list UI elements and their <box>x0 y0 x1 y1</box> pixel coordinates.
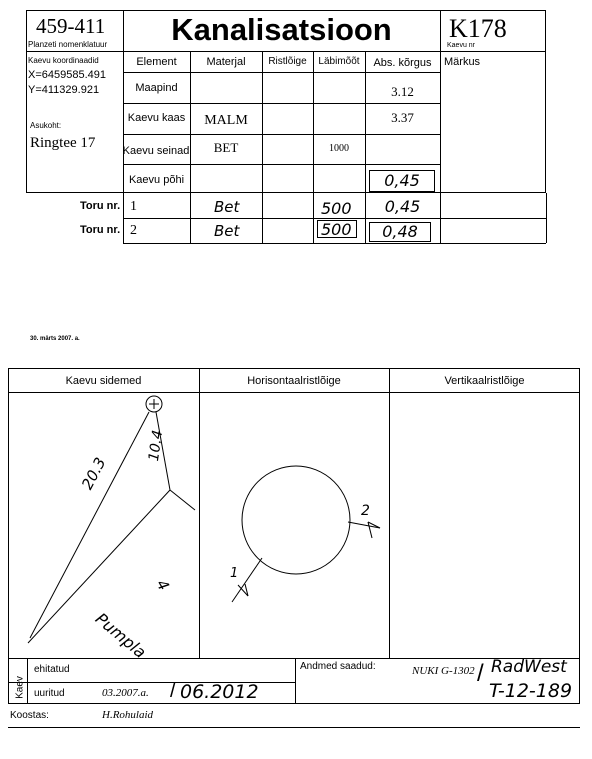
well-number-label: Kaevu nr <box>447 42 476 49</box>
coordinates-label: Kaevu koordinaadid <box>28 56 99 65</box>
pipe-diameter: 500 <box>321 220 352 239</box>
row-height: 3.37 <box>391 110 414 125</box>
well-number: K178 <box>449 14 507 43</box>
row-material: BET <box>213 140 239 155</box>
row-element: Maapind <box>135 82 178 94</box>
data-hand: RadWest <box>491 657 567 677</box>
section-left-title: Kaevu sidemed <box>65 375 142 387</box>
pump-label: Pumpla <box>91 609 150 662</box>
pipe-label: Toru nr. <box>80 224 121 236</box>
kaev-label: Kaev <box>14 676 26 699</box>
pipe-number: 1 <box>130 199 137 214</box>
nomenclature-code: 459-411 <box>36 14 106 38</box>
coordinate-x: X=6459585.491 <box>28 69 106 81</box>
location-value: Ringtee 17 <box>30 135 96 151</box>
page-title: Kanalisatsioon <box>171 12 392 47</box>
pipe-material: Bet <box>214 198 240 216</box>
row-material: MALM <box>204 113 248 128</box>
row-element: Kaevu kaas <box>127 112 186 124</box>
surveyed-label: uuritud <box>34 688 65 699</box>
col-height: Abs. kõrgus <box>373 57 432 69</box>
dim-long: 20.3 <box>78 454 110 493</box>
data-hand-2: T-12-189 <box>489 680 573 702</box>
pump-number: 4 <box>152 576 173 594</box>
pipe2-label: 2 <box>361 503 370 519</box>
manhole-circle <box>242 466 350 574</box>
section-middle-title: Horisontaalristlõige <box>247 375 341 387</box>
slash-mark: / <box>477 660 484 687</box>
col-material: Materjal <box>206 56 246 68</box>
row-element: Kaevu põhi <box>128 174 185 186</box>
col-diameter: Läbimõõt <box>318 56 360 67</box>
built-label: ehitatud <box>34 664 70 675</box>
pipe-height: 0,48 <box>382 222 418 241</box>
row-height-hand: 0,45 <box>384 171 420 190</box>
row-diameter: 1000 <box>329 143 349 154</box>
col-element: Element <box>136 56 177 68</box>
line-long <box>30 412 149 638</box>
row-height: 3.12 <box>391 84 414 99</box>
pipe-material: Bet <box>214 222 240 240</box>
pipe-number: 2 <box>130 223 137 238</box>
slash-mark: / <box>170 680 176 702</box>
row-element: Kaevu seinad <box>122 145 190 157</box>
compiled-label: Koostas: <box>10 710 49 721</box>
compiled-value: H.Rohulaid <box>102 709 154 721</box>
pipe-height: 0,45 <box>384 197 421 216</box>
pipe-diameter: 500 <box>321 199 352 218</box>
location-label: Asukoht: <box>30 121 62 130</box>
dim-short: 10.4 <box>146 429 167 463</box>
nomenclature-label: Planzeti nomenklatuur <box>28 40 108 49</box>
surveyed-hand: 06.2012 <box>180 681 259 703</box>
coordinate-y: Y=411329.921 <box>28 84 100 96</box>
pipe-label: Toru nr. <box>80 200 121 212</box>
data-label: Andmed saadud: <box>300 661 376 672</box>
data-value: NUKI G-1302 <box>412 665 475 677</box>
col-remarks: Märkus <box>444 56 481 68</box>
col-section: Ristlõige <box>268 56 307 67</box>
pipe1-label: 1 <box>230 566 239 581</box>
surveyed-value: 03.2007.a. <box>102 687 149 699</box>
date-note: 30. märts 2007. a. <box>30 336 80 342</box>
section-right-title: Vertikaalristlõige <box>444 375 525 387</box>
